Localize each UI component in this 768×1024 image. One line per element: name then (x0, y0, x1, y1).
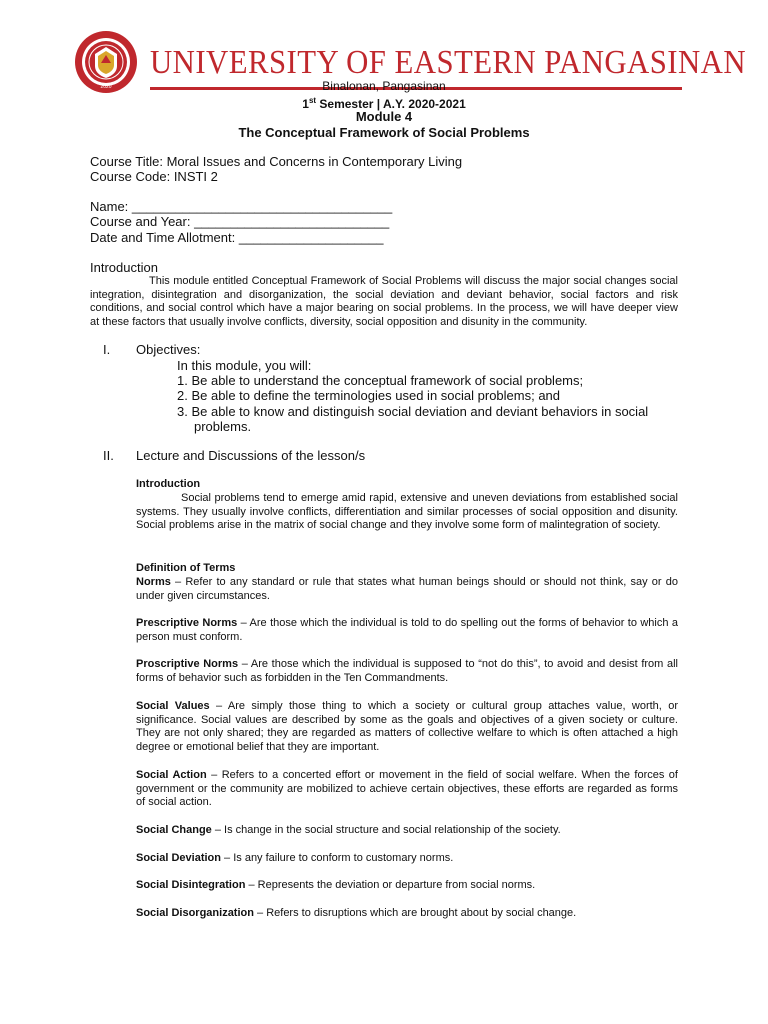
objectives-numeral: I. (103, 342, 111, 357)
term: Social Values (136, 700, 210, 712)
objective-item: 1. Be able to understand the conceptual framework of social problems; (177, 373, 584, 388)
definitions-heading: Definition of Terms (136, 562, 236, 574)
lecture-heading: Lecture and Discussions of the lesson/s (136, 448, 366, 463)
lecture-intro-text: Social problems tend to emerge amid rapid, extensive and uneven deviations from established social systems. They usually involve conflicts, differentiation and similar processes of social opposition and disunity. Social problems arise in the matrix of social change and they involve some form of malintegration of society. (136, 492, 678, 532)
date-time-field: Date and Time Allotment: ____________________ (90, 230, 384, 245)
semester-line: 1st Semester | A.Y. 2020-2021 (302, 96, 466, 111)
objectives-lead: In this module, you will: (177, 358, 312, 373)
term-definition: Social Deviation – Is any failure to conform to customary norms. (136, 852, 454, 864)
objectives-heading: Objectives: (136, 342, 201, 357)
term-definition: Proscriptive Norms – Are those which the individual is supposed to “not do this”, to avoid and desist from all forms of behavior such as forbidden in the Ten Commandments. (136, 658, 678, 684)
university-name: UNIVERSITY OF EASTERN PANGASINAN (150, 44, 747, 81)
term: Social Action (136, 769, 207, 781)
term: Social Disorganization (136, 907, 254, 919)
course-title: Course Title: Moral Issues and Concerns in Contemporary Living (90, 154, 463, 169)
campus-location: Binalonan, Pangasinan (322, 79, 446, 93)
term: Social Change (136, 824, 212, 836)
term-definition: Social Disorganization – Refers to disruptions which are brought about by social change. (136, 907, 577, 919)
term: Social Deviation (136, 852, 221, 864)
term-definition: Social Values – Are simply those thing to which a society or cultural group attaches value, worth, or significance. Social values are described by some as the goals and objectives of a given society or culture. They are not only shared; they are regarded as matters of collective welfare to which is often attached a high degree or emotional belief that they are important. (136, 700, 679, 753)
objective-item: 2. Be able to define the terminologies used in social problems; and (177, 388, 561, 403)
introduction-text: This module entitled Conceptual Framework of Social Problems will discuss the major social changes social integration, disintegration and disorganization, the social deviation and deviant behavior, social factors and risk conditions, and social control which have a major bearing on social problems. In the process, we will have deeper view at these factors that usually involve conflicts, diversity, social opposition and disunity in the community. (90, 275, 678, 328)
term-definition: Norms – Refer to any standard or rule that states what human beings should or should not think, say or do under given circumstances. (136, 576, 678, 602)
objective-item-continuation: problems. (194, 419, 252, 434)
name-field: Name: ____________________________________ (90, 199, 393, 214)
course-year-field: Course and Year: ___________________________ (90, 214, 390, 229)
lecture-intro-heading: Introduction (136, 478, 201, 490)
course-code: Course Code: INSTI 2 (90, 169, 218, 184)
term: Proscriptive Norms (136, 658, 239, 670)
term-definition: Social Change – Is change in the social structure and social relationship of the society. (136, 824, 561, 836)
svg-text:2020: 2020 (100, 84, 112, 90)
term-definition: Prescriptive Norms – Are those which the individual is told to do spelling out the forms of behavior to which a person must conform. (136, 617, 678, 643)
term: Social Disintegration (136, 879, 246, 891)
introduction-heading: Introduction (90, 260, 158, 275)
term: Prescriptive Norms (136, 617, 238, 629)
module-number: Module 4 (355, 109, 413, 124)
lecture-numeral: II. (103, 448, 114, 463)
module-title: The Conceptual Framework of Social Problems (238, 125, 530, 140)
objective-item: 3. Be able to know and distinguish social deviation and deviant behaviors in social (177, 404, 649, 419)
term: Norms (136, 576, 171, 588)
term-definition: Social Disintegration – Represents the deviation or departure from social norms. (136, 879, 536, 891)
term-definition: Social Action – Refers to a concerted effort or movement in the field of social welfare. When the forces of government or the community are mobilized to achieve certain objectives, these efforts are regarded as forms of social action. (136, 769, 678, 809)
